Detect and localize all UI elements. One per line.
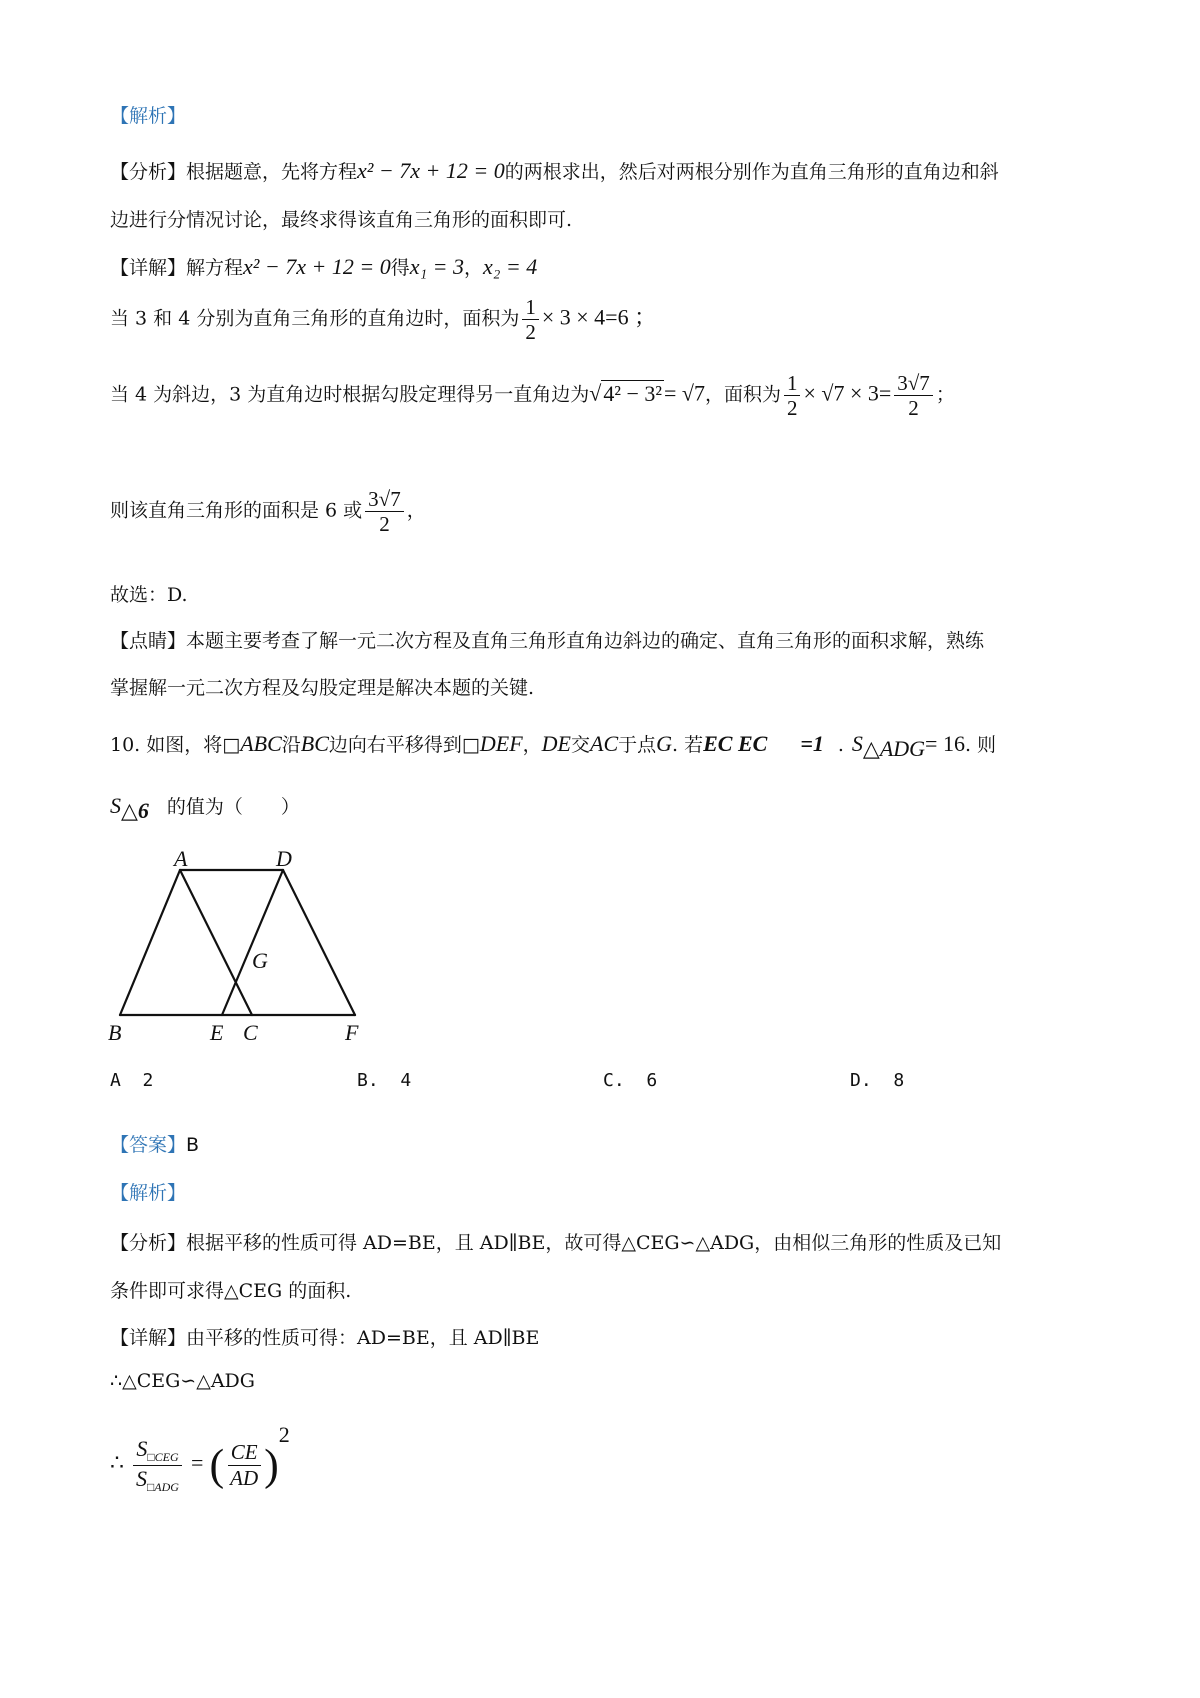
q10-ask: 的值为（ ） bbox=[166, 796, 300, 818]
case2-fraction1 bbox=[784, 372, 801, 419]
side-ratio-num: CE bbox=[228, 1441, 261, 1465]
analysis-line2: 边进行分情况讨论，最终求得该直角三角形的面积即可. bbox=[110, 209, 573, 231]
detail-text-part2: 得 bbox=[390, 257, 410, 279]
case2-eq-sqrt: = √7 bbox=[663, 380, 705, 406]
detail-label: 【详解】 bbox=[110, 257, 187, 279]
review-line2: 掌握解一元二次方程及勾股定理是解决本题的关键. bbox=[110, 677, 535, 699]
label-a: A bbox=[174, 846, 188, 871]
analysis-equation: x² − 7x + 12 = 0 bbox=[357, 158, 505, 183]
detail2-label: 【详解】 bbox=[110, 1327, 187, 1349]
q10-text-f: 于点 bbox=[618, 734, 657, 756]
analysis-label: 【分析】 bbox=[110, 161, 187, 183]
label-f: F bbox=[345, 1020, 359, 1045]
q10-s-symbol: S bbox=[851, 731, 863, 756]
q10-garbled-ratio: EC EC =1 bbox=[703, 731, 824, 756]
label-e: E bbox=[210, 1020, 224, 1045]
section-heading-analysis: 【解析】 bbox=[110, 105, 187, 127]
option-c-value: 6 bbox=[646, 1070, 658, 1091]
option-a-value: 2 bbox=[142, 1070, 154, 1091]
q10-text-a: 10. 如图，将□ bbox=[110, 734, 241, 756]
q10-text-g: . 若 bbox=[672, 734, 704, 756]
sqrt-symbol: √ bbox=[589, 380, 602, 406]
case2-fraction2 bbox=[894, 372, 933, 419]
case1-text: 当 3 和 4 分别为直角三角形的直角边时，面积为 bbox=[110, 307, 520, 330]
square-exponent: 2 bbox=[278, 1422, 290, 1447]
left-paren: ( bbox=[209, 1440, 225, 1490]
answer-label: 【答案】 bbox=[110, 1134, 187, 1156]
conclusion-end: ， bbox=[406, 499, 426, 522]
segment-de bbox=[222, 870, 283, 1015]
geometry-figure bbox=[100, 840, 400, 1050]
answer-value: B bbox=[186, 1134, 200, 1156]
case1-frac-num: 1 bbox=[522, 296, 539, 320]
therefore-symbol: ∴ bbox=[110, 1451, 124, 1476]
option-b-value: 4 bbox=[400, 1070, 412, 1091]
root-x1: x₁ = 3 bbox=[409, 254, 464, 279]
analysis2-line1: 根据平移的性质可得 AD=BE，且 AD∥BE，故可得△CEG∽△ADG，由相似三角形的性质及已知 bbox=[186, 1232, 1002, 1254]
q10-s2-symbol: S bbox=[110, 793, 121, 818]
option-b bbox=[357, 1070, 411, 1091]
q10-de: DE bbox=[541, 731, 571, 756]
conclusion-frac-den: 2 bbox=[379, 512, 390, 537]
case1-fraction bbox=[522, 296, 539, 343]
area-ratio-den bbox=[133, 1466, 182, 1494]
answer-line bbox=[110, 1130, 199, 1157]
den-s: S bbox=[136, 1465, 148, 1491]
case1-line bbox=[110, 296, 656, 343]
option-b-letter: B. bbox=[357, 1070, 379, 1091]
q10-text-h: . bbox=[837, 734, 844, 756]
detail-paragraph bbox=[110, 253, 537, 280]
q10-ac: AC bbox=[590, 731, 619, 756]
label-g: G bbox=[252, 948, 268, 973]
case2-end: ； bbox=[935, 383, 955, 406]
case2-frac2-den: 2 bbox=[908, 396, 919, 421]
root-x2: x₂ = 4 bbox=[483, 254, 538, 279]
case2-sqrt-expr: 4² − 3² bbox=[603, 380, 662, 406]
ratio-equals: = bbox=[191, 1450, 204, 1475]
q10-def: DEF bbox=[479, 731, 523, 756]
detail2-paragraph bbox=[110, 1323, 539, 1350]
question10-line1 bbox=[110, 730, 996, 762]
review-paragraph bbox=[110, 626, 984, 653]
den-sub: □ADG bbox=[147, 1479, 179, 1494]
num-s: S bbox=[136, 1435, 148, 1461]
option-d-letter: D. bbox=[850, 1070, 872, 1091]
therefore-similar: ∴△CEG∽△ADG bbox=[110, 1370, 255, 1392]
option-c-letter: C. bbox=[603, 1070, 625, 1091]
segment-ac bbox=[180, 870, 252, 1015]
label-c: C bbox=[243, 1020, 258, 1045]
case2-text: 当 4 为斜边，3 为直角边时根据勾股定理得另一直角边为 bbox=[110, 383, 590, 406]
analysis-text-part1: 根据题意，先将方程 bbox=[186, 161, 358, 183]
analysis2-label: 【分析】 bbox=[110, 1232, 187, 1254]
q10-text-c: 边向右平移得到□ bbox=[328, 734, 480, 756]
detail2-text: 由平移的性质可得：AD=BE，且 AD∥BE bbox=[186, 1327, 540, 1349]
q10-text-i: . 则 bbox=[964, 734, 997, 756]
case1-rest: × 3 × 4=6 ； bbox=[541, 304, 657, 330]
label-b: B bbox=[108, 1020, 122, 1045]
num-sub: □CEG bbox=[147, 1449, 179, 1464]
conclusion-frac-num: 3√7 bbox=[365, 488, 404, 512]
question10-line2 bbox=[110, 792, 300, 824]
conclusion-fraction bbox=[365, 488, 404, 535]
option-d-value: 8 bbox=[893, 1070, 905, 1091]
conclusion-line bbox=[110, 488, 426, 535]
root-separator: ， bbox=[463, 257, 483, 279]
q10-bc: BC bbox=[300, 731, 329, 756]
review-line1: 本题主要考查了解一元二次方程及直角三角形直角边斜边的确定、直角三角形的面积求解，熟练 bbox=[186, 630, 985, 652]
analysis-paragraph bbox=[110, 157, 999, 184]
case2-mid: × √7 × 3= bbox=[803, 380, 892, 406]
analysis-text-part2: 的两根求出，然后对两根分别作为直角三角形的直角边和斜 bbox=[504, 161, 999, 183]
detail-equation: x² − 7x + 12 = 0 bbox=[243, 254, 391, 279]
q10-s2-subscript: △6 bbox=[121, 797, 149, 823]
q10-s-subscript: △ADG bbox=[862, 735, 926, 761]
q10-g: G bbox=[656, 731, 673, 756]
side-ratio-fraction bbox=[227, 1441, 261, 1488]
review-label: 【点睛】 bbox=[110, 630, 187, 652]
area-ratio-num bbox=[133, 1437, 181, 1466]
case2-frac1-den: 2 bbox=[786, 396, 798, 421]
option-d bbox=[850, 1070, 904, 1091]
case1-frac-den: 2 bbox=[525, 320, 536, 345]
analysis2-line2: 条件即可求得△CEG 的面积. bbox=[110, 1280, 352, 1302]
q10-text-e: 交 bbox=[570, 734, 590, 756]
analysis2-paragraph bbox=[110, 1228, 1001, 1255]
q10-text-b: 沿 bbox=[281, 734, 301, 756]
q10-abc: ABC bbox=[240, 731, 282, 756]
option-a bbox=[110, 1070, 153, 1091]
segment-df bbox=[283, 870, 355, 1015]
area-ratio-fraction bbox=[133, 1437, 182, 1494]
case2-frac1-num: 1 bbox=[784, 372, 801, 396]
q10-text-d: ， bbox=[522, 734, 542, 756]
case2-frac2-num: 3√7 bbox=[894, 372, 933, 396]
ratio-line bbox=[110, 1422, 290, 1493]
conclusion-text: 则该直角三角形的面积是 6 或 bbox=[110, 499, 363, 522]
side-ratio-den: AD bbox=[230, 1465, 259, 1490]
label-d: D bbox=[276, 846, 292, 871]
option-c bbox=[603, 1070, 657, 1091]
q10-s-value: = 16 bbox=[925, 731, 965, 756]
right-paren: ) bbox=[264, 1440, 279, 1490]
case2-line bbox=[110, 372, 955, 419]
segment-ab bbox=[120, 870, 180, 1015]
section-heading-analysis-2: 【解析】 bbox=[110, 1182, 187, 1204]
option-a-letter: A bbox=[110, 1070, 121, 1091]
detail-text-part1: 解方程 bbox=[186, 257, 244, 279]
choose-answer: 故选：D. bbox=[110, 584, 188, 606]
case2-area-text: ，面积为 bbox=[704, 383, 781, 406]
